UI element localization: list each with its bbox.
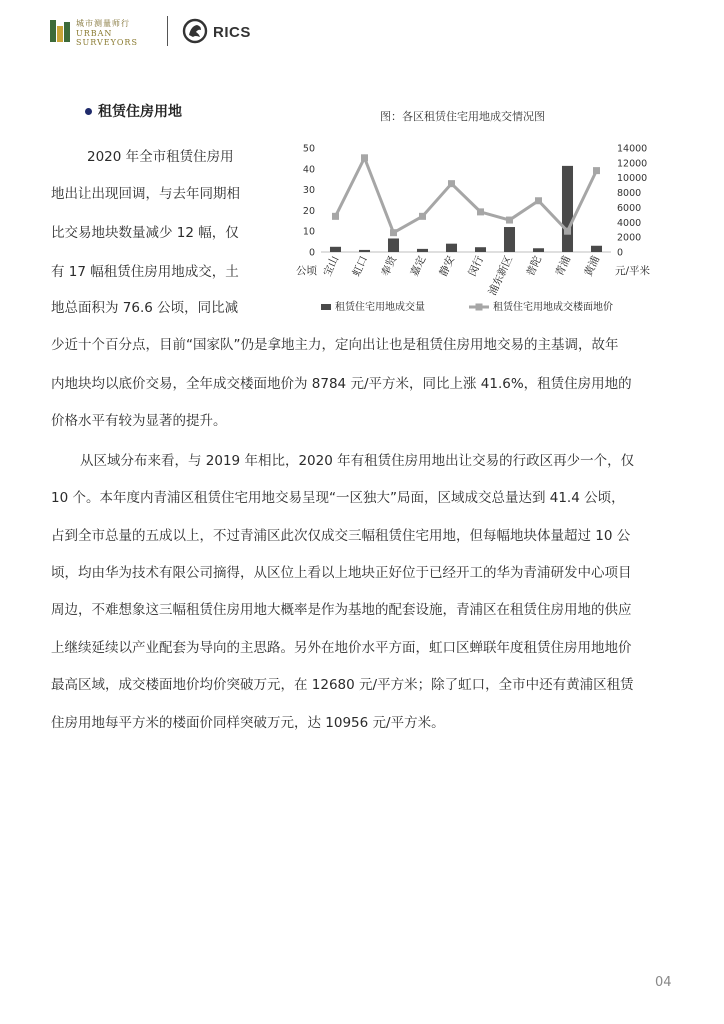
chart-bar [330,247,341,252]
chart-bar [475,247,486,252]
urban-surveyors-logo-icon [50,18,72,44]
paragraph-line: 从区域分布来看，与 2019 年相比，2020 年有租赁住房用地出让交易的行政区再少一个，仅 [80,453,635,469]
chart-line-point [477,208,484,215]
paragraph-line: 周边，不难想象这三幅租赁住房用地大概率是作为基地的配套设施，青浦区在租赁住房用地的供应 [51,602,632,618]
paragraph-line: 住房用地每平方米的楼面价同样突破万元，达 10956 元/平方米。 [51,715,445,731]
rics-lion-icon [182,18,208,44]
right-tick-label: 0 [617,247,624,259]
left-tick-label: 40 [302,164,315,176]
category-label: 嘉定 [408,254,429,279]
chart-line-point [390,229,397,236]
left-tick-label: 30 [302,185,315,197]
chart-bar [417,249,428,252]
legend-swatch-bar [321,304,331,310]
left-axis-label: 公顷 [296,265,317,277]
rental-land-chart [285,138,660,323]
paragraph-line: 2020 年全市租赁住房用 [87,149,234,165]
category-label: 虹口 [350,254,371,279]
category-label: 黄浦 [582,254,603,279]
chart-bar [562,166,573,252]
chart-line-point [448,180,455,187]
left-tick-label: 10 [302,226,315,238]
chart-bar [359,250,370,252]
paragraph-line: 占到全市总量的五成以上，不过青浦区此次仅成交三幅租赁住宅用地，但每幅地块体量超过 10 公 [51,528,631,544]
left-tick-label: 20 [302,205,315,217]
urban-surveyors-logo-text [76,18,138,47]
paragraph-line: 比交易地块数量减少 12 幅，仅 [51,225,239,241]
page-header [50,14,350,52]
chart-bar [446,244,457,252]
chart-line-point [593,167,600,174]
paragraph-line: 有 17 幅租赁住房用地成交，土 [51,264,239,280]
paragraph-line: 少近十个百分点，目前“国家队”仍是拿地主力，定向出让也是租赁住房用地交易的主基调，故年 [51,337,619,353]
paragraph-line: 价格水平有较为显著的提升。 [51,413,227,429]
paragraph-line: 10 个。本年度内青浦区租赁住宅用地交易呈现“一区独大”局面，区域成交总量达到 41.4 公顷， [51,490,625,506]
right-tick-label: 6000 [617,202,642,214]
right-tick-label: 14000 [617,143,648,155]
category-label: 青浦 [553,254,574,279]
category-label: 静安 [437,254,458,279]
chart-line-point [332,213,339,220]
right-tick-label: 10000 [617,173,648,185]
category-label: 奉贤 [379,254,400,279]
chart-bar [388,238,399,252]
chart-line-point [535,197,542,204]
logo-cn: 城市测量师行 [76,19,130,28]
right-tick-label: 4000 [617,217,642,229]
rics-logo-text: RICS [213,24,251,41]
page-number: 04 [655,975,672,990]
paragraph-line: 上继续延续以产业配套为导向的主思路。另外在地价水平方面，虹口区蝉联年度租赁住房用地地价 [51,640,632,656]
logo-en-2: SURVEYORS [76,38,138,47]
left-tick-label: 0 [308,247,315,259]
chart-line-point [564,228,571,235]
paragraph-line: 地出让出现回调，与去年同期相 [51,186,240,202]
logo-en-1: URBAN [76,29,113,38]
chart-line-point [419,213,426,220]
chart-bar [533,248,544,252]
category-label: 普陀 [524,254,545,279]
chart-title: 图：各区租赁住宅用地成交情况图 [380,110,545,123]
chart-line-series [336,158,597,233]
chart-line-point [506,217,513,224]
paragraph-line: 最高区域，成交楼面地价均价突破万元，在 12680 元/平方米；除了虹口，全市中还有黄浦区租赁 [51,677,634,693]
legend-label-bar: 租赁住宅用地成交量 [335,302,425,313]
right-tick-label: 12000 [617,158,648,170]
category-label: 浦东新区 [486,254,516,298]
right-tick-label: 2000 [617,232,642,244]
right-axis-label: 元/平米 [615,265,651,277]
left-tick-label: 50 [302,143,315,155]
legend-swatch-marker [476,304,483,311]
category-label: 宝山 [321,254,342,279]
header-divider [167,16,168,46]
chart-line-point [361,154,368,161]
section-title: 租赁住房用地 [98,104,182,120]
chart-bar [504,227,515,252]
category-label: 闵行 [466,254,487,279]
chart-bar [591,246,602,252]
right-tick-label: 8000 [617,188,642,200]
paragraph-line: 地总面积为 76.6 公顷，同比减 [51,300,239,316]
paragraph-line: 顷，均由华为技术有限公司摘得，从区位上看以上地块正好位于已经开工的华为青浦研发中心项目 [51,565,632,581]
legend-label-line: 租赁住宅用地成交楼面地价 [493,302,613,313]
section-bullet [85,108,92,115]
paragraph-line: 内地块均以底价交易，全年成交楼面地价为 8784 元/平方米，同比上涨 41.6%，租赁住房用地的 [51,376,632,392]
